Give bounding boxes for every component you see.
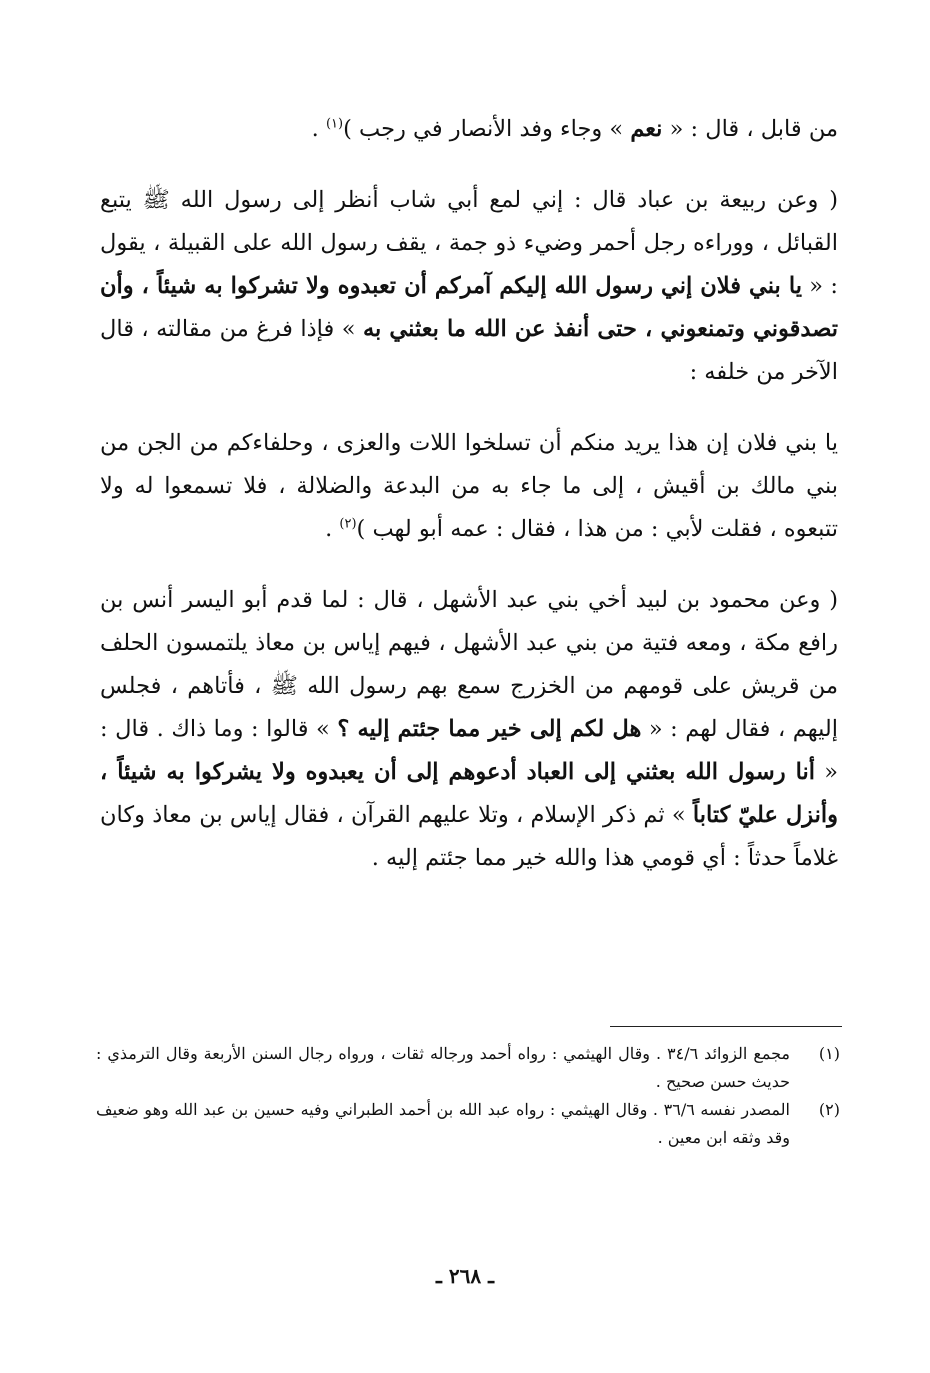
- paragraph-1: [100, 108, 838, 151]
- text-run: » ثم ذكر الإسلام ، وتلا عليهم القرآن ، فقال إياس بن معاذ وكان غلاماً حدثاً : أي قومي هذا والله خير مما جئتم إليه .: [100, 802, 838, 871]
- footnote-2: [96, 1096, 840, 1152]
- quoted-speech: نعم: [630, 116, 663, 142]
- paragraph-4: [100, 579, 838, 880]
- quoted-speech: يا بني فلان إني رسول الله إليكم آمركم أن تعبدوه ولا تشركوا به شيئاً ، وأن تصدقوني وتمنعوني ، حتى أنفذ عن الله ما بعثني به: [100, 273, 838, 342]
- text-run: » وجاء وفد الأنصار في رجب ): [343, 116, 631, 142]
- text-run: .: [325, 516, 340, 542]
- text-run: من قابل ، قال : «: [662, 116, 838, 142]
- footnotes: [96, 1040, 840, 1152]
- text-run: يا بني فلان إن هذا يريد منكم أن تسلخوا اللات والعزى ، وحلفاءكم من الجن من بني مالك بن أقيش ، إلى ما جاء به من البدعة والضلالة ، فلا تسمعوا له ولا تتبعوه ، فقلت لأبي : من هذا ، فقال : عمه أبو لهب ): [100, 430, 838, 542]
- text-run: ( وعن ربيعة بن عباد قال : إني لمع أبي شاب أنظر إلى رسول الله ﷺ يتبع القبائل ، ووراءه رجل أحمر وضيء ذو جمة ، يقف رسول الله على القبيلة ، يقول : «: [100, 187, 839, 299]
- footnote-ref: (١): [325, 116, 344, 132]
- quoted-speech: أنا رسول الله بعثني إلى العباد أدعوهم إلى أن يعبدوه ولا يشركوا به شيئاً ، وأنزل عليّ كتاباً: [100, 759, 838, 828]
- footnote-ref: (٢): [339, 516, 357, 532]
- page-number: ـ ٢٦٨ ـ: [436, 1264, 494, 1288]
- footnote-divider: [610, 1026, 842, 1027]
- footnote-number: (٢): [818, 1100, 840, 1119]
- footnote-1: [96, 1040, 840, 1096]
- footnote-text: المصدر نفسه ٣٦/٦ . وقال الهيثمي : رواه عبد الله بن أحمد الطبراني وفيه حسين بن عبد الله وهو ضعيف وقد وثقه ابن معين .: [96, 1100, 790, 1147]
- footnote-text: مجمع الزوائد ٣٤/٦ . وقال الهيثمي : رواه أحمد ورجاله ثقات ، ورواه رجال السنن الأربعة وقال الترمذي : حديث حسن صحيح .: [96, 1044, 790, 1091]
- paragraph-2: [100, 179, 838, 394]
- main-text: [100, 108, 838, 880]
- text-run: ( وعن محمود بن لبيد أخي بني عبد الأشهل ، قال : لما قدم أبو اليسر أنس بن رافع مكة ، ومعه فتية من بني عبد الأشهل ، فيهم إياس بن معاذ يلتمسون الحلف من قريش على قومهم من الخزرج سمع بهم رسول الله ﷺ ، فأتاهم ، فجلس إليهم ، فقال لهم : «: [100, 587, 838, 742]
- text-run: » فإذا فرغ من مقالته ، قال الآخر من خلفه :: [100, 316, 838, 385]
- footnote-number: (١): [818, 1044, 840, 1063]
- text-run: .: [311, 116, 326, 142]
- text-run: » قالوا : وما ذاك . قال : «: [100, 716, 838, 785]
- paragraph-3: [100, 422, 838, 551]
- quoted-speech: هل لكم إلى خير مما جئتم إليه ؟: [337, 716, 642, 742]
